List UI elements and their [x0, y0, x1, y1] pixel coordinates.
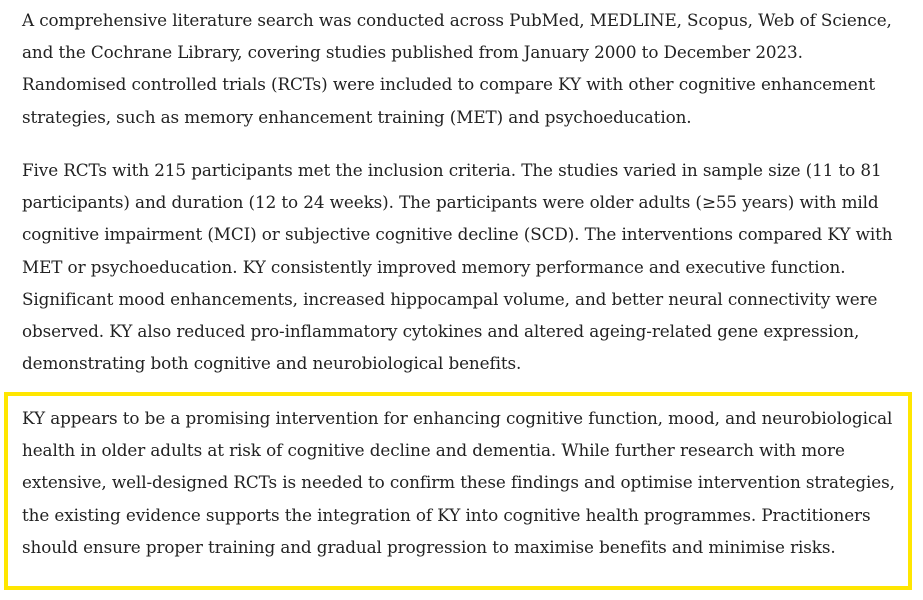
methods-paragraph: A comprehensive literature search was conducted across PubMed, MEDLINE, Scopus, Web of Science, and the Cochrane Library, covering studies published from January 2000 to December 2023. Randomised controlled trials (RCTs) were included to compare KY with other cognitive enhancement strategies, such as memory enhancement training (MET) and psychoeducation. — [22, 10, 892, 127]
results-paragraph: Five RCTs with 215 participants met the inclusion criteria. The studies varied in sample size (11 to 81 participants) and duration (12 to 24 weeks). The participants were older adults (≥55 years) with mild cognitive impairment (MCI) or subjective cognitive decline (SCD). The interventions compared KY with MET or psychoeducation. KY consistently improved memory performance and executive function. Significant mood enhancements, increased hippocampal volume, and better neural connectivity were observed. KY also reduced pro-inflammatory cytokines and altered ageing-related gene expression, demonstrating both cognitive and neurobiological benefits. — [22, 160, 893, 374]
conclusion-paragraph: KY appears to be a promising intervention for enhancing cognitive function, mood, and neurobiological health in older adults at risk of cognitive decline and dementia. While further research with more extensive, well-designed RCTs is needed to confirm these findings and optimise intervention strategies, the existing evidence supports the integration of KY into cognitive health programmes. Practitioners should ensure proper training and gradual progression to maximise benefits and minimise risks. — [22, 408, 895, 557]
